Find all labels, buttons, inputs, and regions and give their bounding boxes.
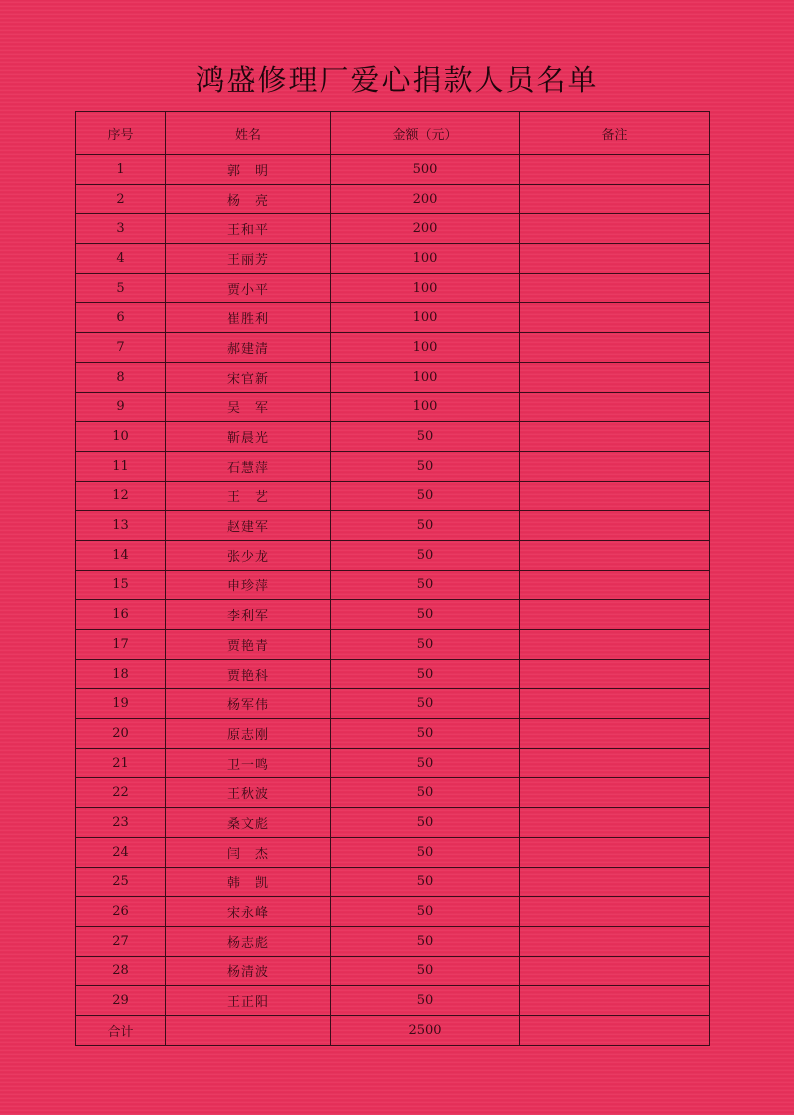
header-number: 序号 (76, 112, 166, 155)
total-name (166, 1015, 331, 1045)
table-row (76, 719, 710, 749)
table-row (76, 570, 710, 600)
donation-amount: 50 (331, 986, 520, 1016)
row-note (520, 719, 710, 749)
row-number: 1 (76, 155, 166, 185)
row-number: 18 (76, 659, 166, 689)
donation-amount: 50 (331, 926, 520, 956)
donor-name: 贾小平 (166, 273, 331, 303)
row-note (520, 630, 710, 660)
donor-name: 张少龙 (166, 540, 331, 570)
table-row (76, 659, 710, 689)
donation-amount: 50 (331, 540, 520, 570)
donor-name: 郝建清 (166, 333, 331, 363)
donor-name: 吴 军 (166, 392, 331, 422)
row-number: 7 (76, 333, 166, 363)
donation-amount: 50 (331, 659, 520, 689)
donation-amount: 50 (331, 867, 520, 897)
row-number: 28 (76, 956, 166, 986)
table-row (76, 392, 710, 422)
table-row (76, 926, 710, 956)
row-note (520, 214, 710, 244)
row-number: 5 (76, 273, 166, 303)
row-number: 12 (76, 481, 166, 511)
row-note (520, 303, 710, 333)
row-number: 15 (76, 570, 166, 600)
donation-amount: 50 (331, 719, 520, 749)
table-row (76, 837, 710, 867)
row-note (520, 808, 710, 838)
row-note (520, 273, 710, 303)
donation-amount: 100 (331, 333, 520, 363)
row-number: 22 (76, 778, 166, 808)
donation-amount: 200 (331, 214, 520, 244)
row-number: 8 (76, 362, 166, 392)
row-number: 23 (76, 808, 166, 838)
table-row (76, 808, 710, 838)
table-row (76, 689, 710, 719)
row-number: 13 (76, 511, 166, 541)
row-number: 11 (76, 451, 166, 481)
row-number: 25 (76, 867, 166, 897)
donation-amount: 50 (331, 956, 520, 986)
table-row (76, 600, 710, 630)
donation-amount: 50 (331, 630, 520, 660)
table-row (76, 778, 710, 808)
donor-name: 桑文彪 (166, 808, 331, 838)
donor-name: 杨军伟 (166, 689, 331, 719)
donation-amount: 50 (331, 600, 520, 630)
row-note (520, 837, 710, 867)
row-number: 4 (76, 244, 166, 274)
donor-name: 杨 亮 (166, 184, 331, 214)
table-row (76, 362, 710, 392)
total-amount: 2500 (331, 1015, 520, 1045)
row-note (520, 155, 710, 185)
row-number: 20 (76, 719, 166, 749)
row-note (520, 422, 710, 452)
table-row (76, 986, 710, 1016)
header-row (76, 112, 710, 155)
donor-name: 王 艺 (166, 481, 331, 511)
table-row (76, 630, 710, 660)
row-note (520, 570, 710, 600)
row-number: 9 (76, 392, 166, 422)
donation-amount: 50 (331, 422, 520, 452)
row-number: 26 (76, 897, 166, 927)
donor-name: 卫一鸣 (166, 748, 331, 778)
row-note (520, 986, 710, 1016)
header-name: 姓名 (166, 112, 331, 155)
table-row (76, 897, 710, 927)
row-note (520, 333, 710, 363)
table-row (76, 956, 710, 986)
donor-table (75, 111, 710, 1046)
row-note (520, 392, 710, 422)
row-number: 6 (76, 303, 166, 333)
row-number: 24 (76, 837, 166, 867)
donation-amount: 100 (331, 244, 520, 274)
table-row (76, 273, 710, 303)
table-row (76, 303, 710, 333)
row-number: 16 (76, 600, 166, 630)
table-row (76, 511, 710, 541)
donation-amount: 50 (331, 689, 520, 719)
table-row (76, 422, 710, 452)
donor-name: 杨清波 (166, 956, 331, 986)
row-number: 14 (76, 540, 166, 570)
donor-name: 宋官新 (166, 362, 331, 392)
row-note (520, 540, 710, 570)
donor-name: 王正阳 (166, 986, 331, 1016)
row-note (520, 926, 710, 956)
donor-name: 杨志彪 (166, 926, 331, 956)
table-row (76, 333, 710, 363)
donor-name: 闫 杰 (166, 837, 331, 867)
donor-name: 原志刚 (166, 719, 331, 749)
row-number: 29 (76, 986, 166, 1016)
donation-amount: 50 (331, 451, 520, 481)
donor-name: 贾艳科 (166, 659, 331, 689)
row-number: 27 (76, 926, 166, 956)
row-number: 17 (76, 630, 166, 660)
donation-amount: 100 (331, 362, 520, 392)
row-number: 21 (76, 748, 166, 778)
row-number: 3 (76, 214, 166, 244)
total-note (520, 1015, 710, 1045)
page-title: 鸿盛修理厂爱心捐款人员名单 (195, 63, 599, 97)
donation-amount: 200 (331, 184, 520, 214)
donor-name: 靳晨光 (166, 422, 331, 452)
total-row (76, 1015, 710, 1045)
row-number: 19 (76, 689, 166, 719)
row-note (520, 867, 710, 897)
donor-name: 崔胜利 (166, 303, 331, 333)
donation-amount: 100 (331, 392, 520, 422)
donation-amount: 50 (331, 837, 520, 867)
donor-name: 王和平 (166, 214, 331, 244)
donor-name: 韩 凯 (166, 867, 331, 897)
total-label: 合计 (76, 1015, 166, 1045)
row-note (520, 689, 710, 719)
donation-amount: 50 (331, 778, 520, 808)
table-row (76, 244, 710, 274)
row-note (520, 362, 710, 392)
row-note (520, 481, 710, 511)
table-row (76, 748, 710, 778)
row-note (520, 184, 710, 214)
donation-amount: 50 (331, 897, 520, 927)
row-note (520, 778, 710, 808)
row-note (520, 451, 710, 481)
header-amount: 金额（元） (331, 112, 520, 155)
donor-name: 王丽芳 (166, 244, 331, 274)
donor-name: 申珍萍 (166, 570, 331, 600)
donation-amount: 100 (331, 303, 520, 333)
donation-amount: 100 (331, 273, 520, 303)
table-row (76, 867, 710, 897)
table-row (76, 540, 710, 570)
row-note (520, 511, 710, 541)
row-note (520, 956, 710, 986)
table-row (76, 481, 710, 511)
donor-name: 宋永峰 (166, 897, 331, 927)
table-row (76, 214, 710, 244)
table-row (76, 155, 710, 185)
row-number: 2 (76, 184, 166, 214)
table-row (76, 184, 710, 214)
row-note (520, 748, 710, 778)
donor-name: 王秋波 (166, 778, 331, 808)
row-note (520, 600, 710, 630)
donation-amount: 50 (331, 748, 520, 778)
donation-amount: 50 (331, 511, 520, 541)
donor-name: 贾艳青 (166, 630, 331, 660)
row-note (520, 244, 710, 274)
donation-amount: 500 (331, 155, 520, 185)
row-number: 10 (76, 422, 166, 452)
header-note: 备注 (520, 112, 710, 155)
donation-amount: 50 (331, 570, 520, 600)
donation-amount: 50 (331, 808, 520, 838)
donor-name: 赵建军 (166, 511, 331, 541)
table-row (76, 451, 710, 481)
donor-name: 石慧萍 (166, 451, 331, 481)
donor-name: 李利军 (166, 600, 331, 630)
row-note (520, 659, 710, 689)
donor-name: 郭 明 (166, 155, 331, 185)
row-note (520, 897, 710, 927)
donation-amount: 50 (331, 481, 520, 511)
